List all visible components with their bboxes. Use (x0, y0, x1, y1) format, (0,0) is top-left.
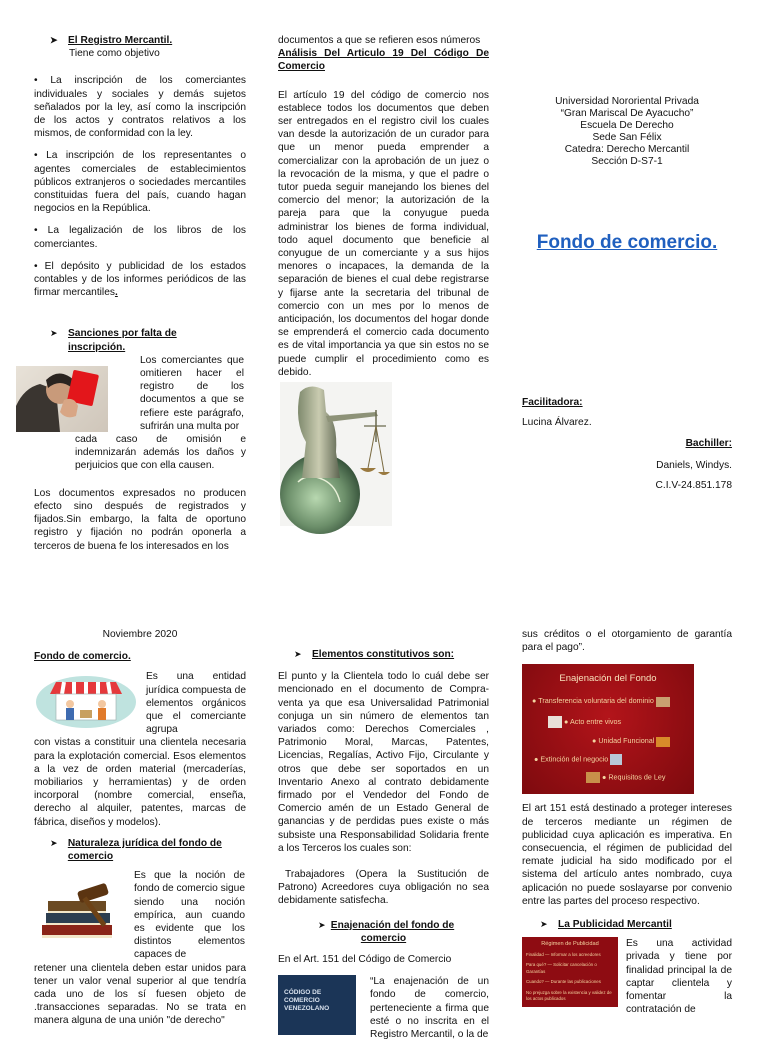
bachiller-name: Daniels, Windys. (656, 459, 732, 471)
bullet-3: • La legalización de los libros de los comerciantes. (34, 225, 246, 250)
university-line: Sección D-S7-1 (591, 156, 663, 167)
page2-middle-column (278, 648, 489, 1041)
elementos-heading-row (278, 648, 489, 661)
naturaleza-text-b: retener una clientela deben estar unidos para tener un valor venal superior al que tendría cada uno de los sí fuesen objeto de .transacciones separadas. No se trata en manera alguna de una unión "de derecho" (34, 962, 246, 1027)
books-gavel-illustration (34, 877, 126, 947)
articulo-intro: documentos a que se refieren esos números Análisis Del Articulo 19 Del Código De Comercio (278, 35, 489, 73)
book-line: CÓDIGO DE (284, 989, 322, 997)
university-line: Escuela De Derecho (580, 120, 674, 131)
university-line: Catedra: Derecho Mercantil (564, 144, 690, 155)
university-line: Universidad Nororiental Privada (555, 96, 699, 107)
justice-statue-image (280, 382, 392, 526)
enajenacion-diagram (522, 664, 694, 794)
codigo-book-cover (278, 975, 356, 1035)
articulo-19-text: El artículo 19 del código de comercio nos establece todos los documentos que deben ser entregados en el registro civil los cuales van desde la autorización de un curador para que un menor pueda emprender a comercializar con la aprobación de un juez o la revocación de la misma, y que el padre o tutor pueda seguir manejando los bienes del comercio del menor; la autorización de la pareja para que la conyugue pueda administrar los bienes de forma individual, todo aquel documento que beneficie al conyugue de un comerciante y a sus hijos menores o incapaces, la demanda de la separación de bienes el cual debe registrarse y fijarse ante la secretaria del tribunal de comercio con un mes por lo menos de anticipación, los documentos del hogar donde se emprenderá el comercio cada documento es de vital importancia ya que sin estos no se puede cumplir el procedimiento como es debido. (278, 89, 489, 378)
university-line: “Gran Mariscal De Ayacucho” (560, 108, 694, 119)
sanciones-text-b: cada caso de omisión e indemnizarán además los daños y perjuicios que con ella causen. (75, 434, 246, 472)
arrow-bullet-icon: ➤ (540, 919, 548, 930)
trabajadores-text: Trabajadores (Opera la Sustitución de Patrono) Acreedores cuya obligación no sea debidamente satisfecha. (278, 869, 489, 907)
naturaleza-heading-row (34, 837, 246, 863)
page2-right-column (522, 628, 732, 1024)
bullet-1: • La inscripción de los comerciantes individuales y sociales y demás sujetos señalados por la ley, así como la inscripción de los actos y contratos relativos a los mismos, de conformidad con la ley. (34, 75, 246, 140)
sanciones-text-a: Los comerciantes que omitieren hacer el registro de los documentos a que se refiere este parágrafo, sufrirán una multa por (140, 354, 244, 432)
enajenacion-heading: Enajenación del fondo de comercio (330, 919, 455, 944)
red-card-photo (16, 366, 108, 432)
sanciones-heading: Sanciones por falta de inscripción. (68, 328, 177, 353)
publicidad-diagram-item: No prejuzga sobre la existencia y validez de los actos publicados (526, 989, 612, 1002)
books-icon (586, 772, 600, 783)
diagram-item: ● Requisitos de Ley (586, 772, 665, 783)
page1-cover-column (516, 34, 738, 514)
date: Noviembre 2020 (102, 629, 178, 640)
art151-text: El art 151 está destinado a proteger intereses de terceros mediante un régimen de publicidad cuya aplicación es imperativa. En consecuencia, el régimen de publicidad del remate judicial ha sido modificado por el sistema del artículo antes nombrado, cuya aplicación no puede soslayarse por convenio entre las partes del proceso respectivo. (522, 803, 732, 907)
bullet-4: • El depósito y publicidad de los estados contables y de los informes periódicos de las firmar mercantiles. (34, 260, 246, 299)
documentos-text: Los documentos expresados no producen efecto sino después de registrados y fijados.Sin embargo, la falta de oportuno registro y fijación no podrán oponerla a terceros de buena fe los interesados en los (34, 487, 246, 552)
bullet-icon: ● (534, 754, 541, 764)
publicidad-row (522, 937, 732, 1016)
publicidad-heading-row (522, 918, 732, 931)
continuation-text: sus créditos o el otorgamiento de garantía para el pago”. (522, 629, 732, 654)
fondo-text-b: con vistas a constituir una clientela necesaria para la explotación comercial. Esos elementos a la vez de orden material (mercaderías, mobiliarios y herramientas) y de orden incorporal (nombre comercial, enseña, derecho al alquiler, patentes, marcas de fábrica, diseños y modelos). (34, 737, 246, 828)
page1-left-column (34, 34, 246, 554)
bullet-icon: ● (564, 717, 570, 727)
elementos-heading: Elementos constitutivos son: (312, 649, 455, 660)
elementos-text: El punto y la Clientela todo lo cuál debe ser mencionado en el documento de Compra-venta ya que esa Universalidad Patrimonial conjuga un sin número de elementos tan variados como: Derechos Comerciales , Patrimonio Moral, Marcas, Patentes, Licencias, Regalías, Activo Fijo, Circulante y otros que debe ser soportados en un Inventario Anexo al contrato debidamente firmado por el Vendedor del Fondo de Comercio amén de un Estado General de ganancias y de perdidas pues existe o más subsiste una Responsabilidad Solidaria frente a los Terceros los cuales son: (278, 671, 489, 854)
art151-intro: En el Art. 151 del Código de Comercio (278, 954, 452, 966)
university-line: Sede San Félix (592, 132, 662, 143)
fondo-text-a: Es una entidad jurídica compuesta de elementos orgánicos que el comerciante agrupa (146, 671, 246, 736)
bachiller-label: Bachiller: (685, 438, 732, 450)
publicidad-diagram-item: Finalidad — Informar a los acreedores (526, 951, 601, 957)
document-icon (610, 754, 622, 765)
diagram-item: ● Unidad Funcional (592, 736, 670, 746)
diagram-item: ● Extinción del negocio (534, 754, 622, 765)
sanciones-row (34, 354, 246, 433)
arrow-bullet-icon: ➤ (294, 649, 302, 659)
naturaleza-row (34, 869, 246, 961)
facilitadora-label: Facilitadora: (522, 397, 583, 408)
quote-row (278, 975, 489, 1041)
diagram-item: ● Acto entre vivos (548, 716, 621, 728)
factory-icon (656, 737, 670, 747)
bullet-icon: ● (532, 696, 539, 706)
registro-heading-row (34, 34, 246, 47)
publicidad-diagram-item: Para qué? — Solicitar cancelación o Garantías (526, 962, 597, 974)
bullet-icon: ● (592, 736, 599, 746)
publicidad-heading: La Publicidad Mercantil (558, 919, 672, 931)
facilitadora-name: Lucina Álvarez. (522, 417, 592, 429)
publicidad-text: Es una actividad privada y tiene por finalidad principal la de captar clientela y fomentar la contratación de (626, 938, 732, 1016)
publicidad-diagram-title: Régimen de Publicidad (541, 941, 599, 948)
bachiller-ci: C.I.V-24.851.178 (655, 479, 732, 491)
analisis-heading: Análisis Del Articulo 19 Del Código De Comercio (278, 48, 489, 73)
diagram-title: Enajenación del Fondo (559, 673, 657, 685)
page2-left-column (34, 628, 246, 1027)
bullet-icon: ● (602, 772, 609, 782)
arrow-bullet-icon: ➤ (318, 919, 326, 930)
book-line: COMERCIO (284, 997, 320, 1005)
handshake-icon (656, 697, 670, 707)
enajenacion-heading-row (278, 919, 489, 945)
registro-heading: El Registro Mercantil. (68, 35, 173, 46)
arrow-bullet-icon: ➤ (50, 328, 58, 339)
book-line: VENEZOLANO (284, 1005, 330, 1013)
naturaleza-heading: Naturaleza jurídica del fondo de comercio (67, 837, 222, 863)
fondo-row (34, 670, 246, 736)
diagram-item: ● Transferencia voluntaria del dominio (532, 696, 670, 706)
cover-title: Fondo de comercio. (536, 232, 718, 253)
quote-text: “La enajenación de un fondo de comercio, perteneciente a firma que esté o no inscrita en el Registro Mercantil, o la de (370, 976, 489, 1041)
naturaleza-text-a: Es que la noción de fondo de comercio sigue siendo una noción empírica, aun cuando es evidente que los distintos elementos capaces de (134, 870, 245, 961)
people-icon (548, 716, 562, 728)
university-block (516, 96, 738, 168)
sanciones-heading-row (34, 327, 246, 353)
arrow-bullet-icon: ➤ (50, 35, 58, 45)
registro-subheading: Tiene como objetivo (69, 48, 160, 60)
store-illustration (34, 672, 138, 728)
fondo-heading: Fondo de comercio. (34, 651, 131, 663)
publicidad-diagram (522, 937, 618, 1007)
bullet-2: • La inscripción de los representantes o agentes comerciales de establecimientos públicos extranjeros o sociedades mercantiles constituidas fuera del país, cuando hagan negocios en la República. (34, 150, 246, 215)
arrow-bullet-icon: ➤ (50, 837, 58, 848)
publicidad-diagram-item: Cuando? — Durante las publicaciones (526, 979, 601, 985)
